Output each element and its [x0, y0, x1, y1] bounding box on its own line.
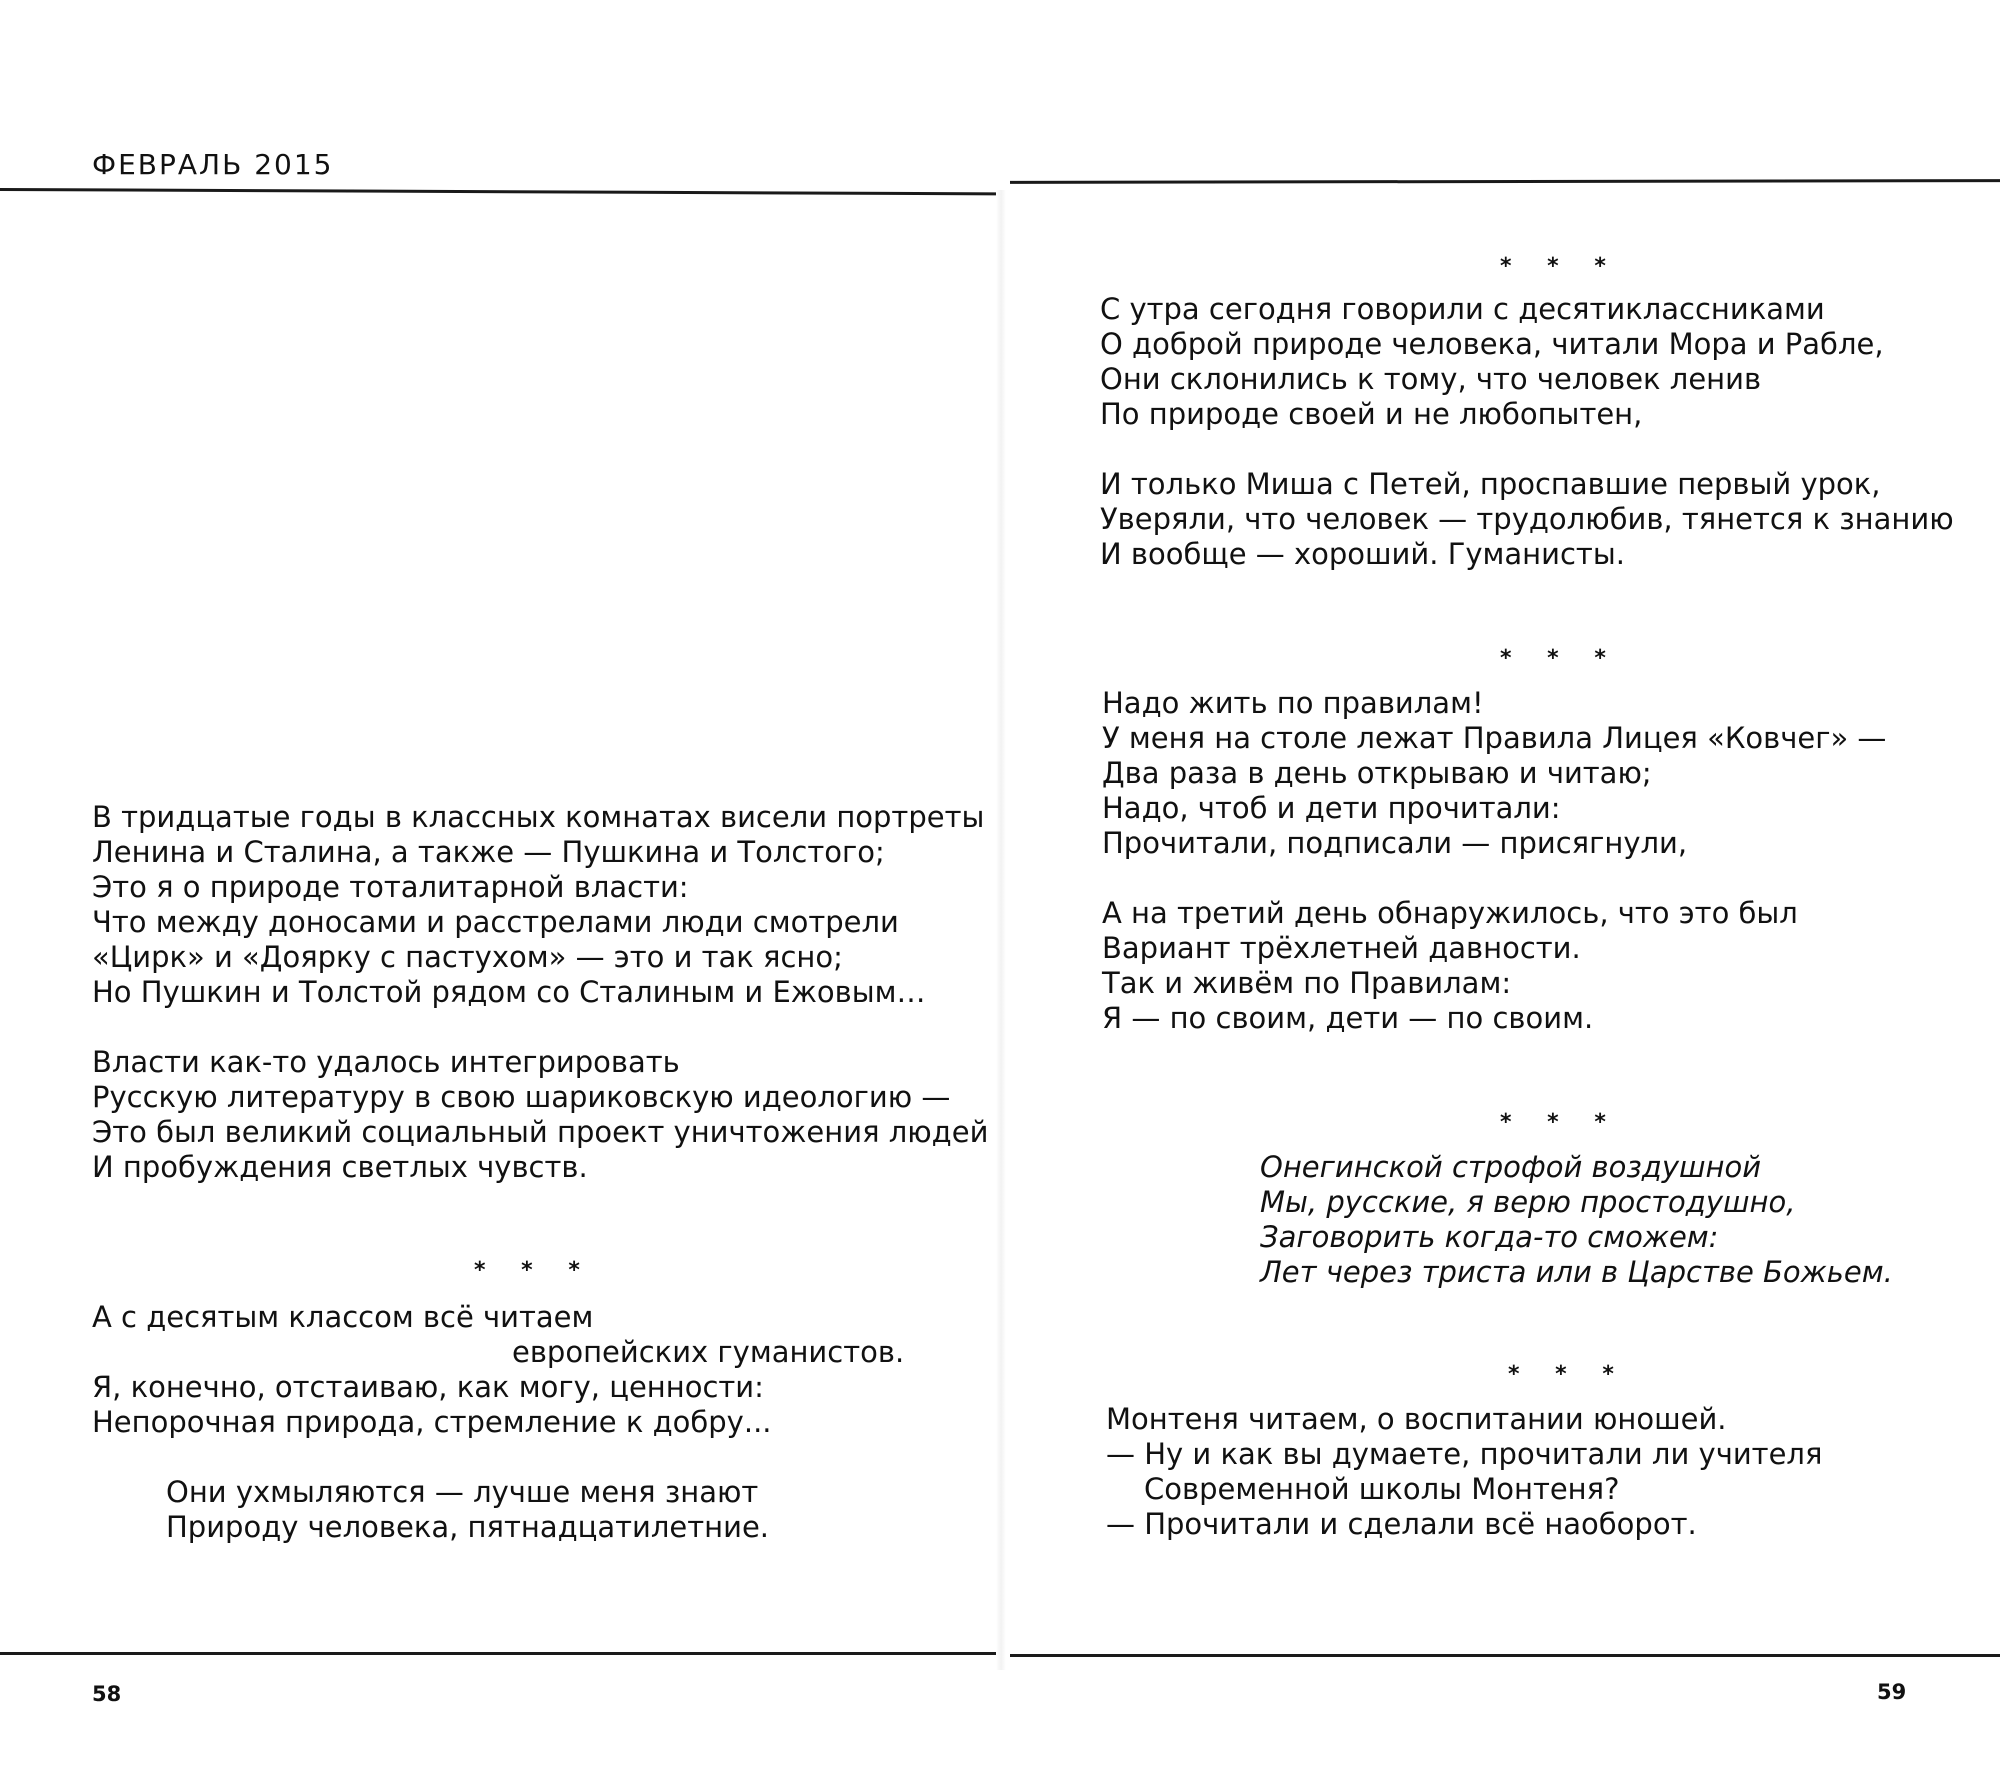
poem-line: И только Миша с Петей, проспавшие первый урок, — [1100, 467, 1881, 501]
right-poem-4 — [1106, 1402, 1822, 1542]
footer-rule-left — [0, 1652, 996, 1655]
poem-line: О доброй природе человека, читали Мора и Рабле, — [1100, 327, 1884, 361]
section-separator: * * * — [1500, 646, 1620, 671]
right-poem-2 — [1102, 686, 1886, 1036]
poem-line: Заговорить когда-то сможем: — [1260, 1220, 1719, 1254]
poem-line: европейских гуманистов. — [512, 1335, 905, 1369]
stanza-break — [1100, 432, 1954, 467]
left-poem-1 — [92, 800, 988, 1185]
poem-line: У меня на столе лежат Правила Лицея «Ковчег» — — [1102, 721, 1887, 755]
poem-line: Онегинской строфой воздушной — [1260, 1150, 1762, 1184]
poem-line: Они ухмыляются — лучше меня знают — [166, 1475, 759, 1509]
page-number-left: 58 — [92, 1682, 122, 1706]
poem-line: И пробуждения светлых чувств. — [92, 1150, 588, 1184]
poem-line: По природе своей и не любопытен, — [1100, 397, 1643, 431]
section-separator: * * * — [1500, 1110, 1620, 1135]
section-separator: * * * — [1508, 1362, 1628, 1387]
stanza-break — [92, 1010, 988, 1045]
poem-line: В тридцатые годы в классных комнатах висели портреты — [92, 800, 985, 834]
poem-line: Русскую литературу в свою шариковскую идеологию — — [92, 1080, 951, 1114]
stanza-break — [1102, 861, 1886, 896]
right-poem-1 — [1100, 292, 1954, 572]
poem-line: Непорочная природа, стремление к добру... — [92, 1405, 772, 1439]
poem-line: С утра сегодня говорили с десятиклассниками — [1100, 292, 1825, 326]
poem-line: Лет через триста или в Царстве Божьем. — [1260, 1255, 1893, 1289]
running-head: ФЕВРАЛЬ 2015 — [92, 148, 334, 181]
poem-line: Надо, чтоб и дети прочитали: — [1102, 791, 1561, 825]
poem-line: Монтеня читаем, о воспитании юношей. — [1106, 1402, 1727, 1436]
poem-line: Ленина и Сталина, а также — Пушкина и Толстого; — [92, 835, 885, 869]
page-number-right: 59 — [1877, 1680, 1907, 1704]
poem-line: Вариант трёхлетней давности. — [1102, 931, 1581, 965]
stanza-break — [92, 1440, 904, 1475]
poem-line: А с десятым классом всё читаем — [92, 1300, 594, 1334]
poem-line: А на третий день обнаружилось, что это был — [1102, 896, 1798, 930]
right-page — [1000, 0, 2000, 1786]
poem-line: Природу человека, пятнадцатилетние. — [166, 1510, 770, 1544]
section-separator: * * * — [1500, 254, 1620, 279]
poem-line: Надо жить по правилам! — [1102, 686, 1484, 720]
section-separator: * * * — [474, 1258, 594, 1283]
poem-line: Мы, русские, я верю простодушно, — [1260, 1185, 1796, 1219]
poem-line: Я — по своим, дети — по своим. — [1102, 1001, 1594, 1035]
poem-line: Я, конечно, отстаиваю, как могу, ценности: — [92, 1370, 764, 1404]
poem-line: — Прочитали и сделали всё наоборот. — [1106, 1507, 1697, 1541]
left-poem-2 — [92, 1300, 904, 1545]
footer-rule-right — [1010, 1654, 2000, 1657]
poem-line: — Ну и как вы думаете, прочитали ли учителя — [1106, 1437, 1823, 1471]
poem-line: Современной школы Монтеня? — [1144, 1472, 1620, 1506]
poem-line: «Цирк» и «Доярку с пастухом» — это и так ясно; — [92, 940, 843, 974]
poem-line: Власти как-то удалось интегрировать — [92, 1045, 680, 1079]
poem-line: Это я о природе тоталитарной власти: — [92, 870, 689, 904]
poem-line: Но Пушкин и Толстой рядом со Сталиным и Ежовым… — [92, 975, 926, 1009]
poem-line: Они склонились к тому, что человек ленив — [1100, 362, 1762, 396]
poem-line: Два раза в день открываю и читаю; — [1102, 756, 1652, 790]
poem-line: Так и живём по Правилам: — [1102, 966, 1512, 1000]
poem-line: И вообще — хороший. Гуманисты. — [1100, 537, 1625, 571]
poem-line: Это был великий социальный проект уничтожения людей — [92, 1115, 989, 1149]
book-gutter — [996, 190, 1006, 1670]
poem-line: Уверяли, что человек — трудолюбив, тянется к знанию — [1100, 502, 1954, 536]
right-poem-3 — [1260, 1150, 1893, 1290]
poem-line: Прочитали, подписали — присягнули, — [1102, 826, 1688, 860]
poem-line: Что между доносами и расстрелами люди смотрели — [92, 905, 899, 939]
